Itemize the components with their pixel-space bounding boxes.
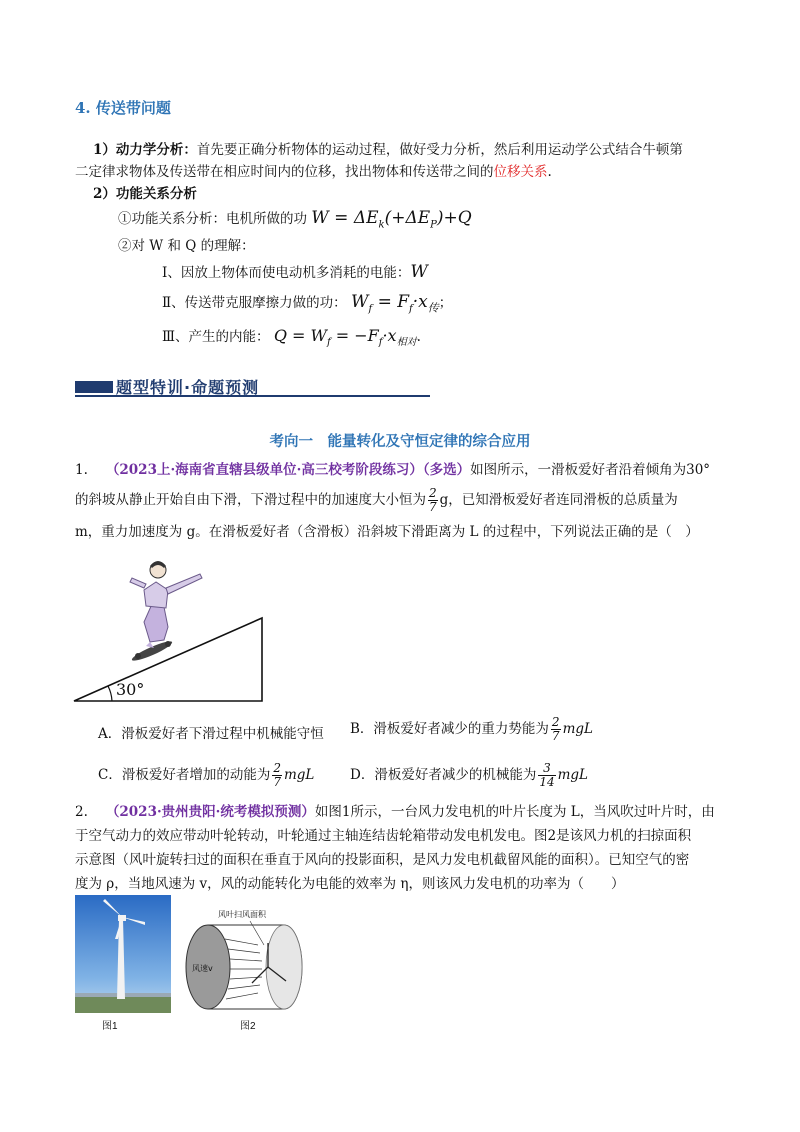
energy-item1-formula: $W = \Delta E_k(+\Delta E_P)+Q$: [311, 208, 472, 231]
q1-option-a[interactable]: A．滑板爱好者下滑过程中机械能守恒: [98, 726, 324, 742]
q1-number: 1.: [75, 462, 88, 478]
skateboarder-figure: [130, 561, 202, 664]
swept-area-label: 风叶扫风面积: [218, 910, 266, 919]
q2-source: （2023·贵州贵阳·统考模拟预测）: [105, 804, 315, 820]
section-title: 4. 传送带问题: [75, 99, 171, 117]
topic-heading: 考向一 能量转化及守恒定律的综合应用: [269, 434, 531, 450]
q1-option-b[interactable]: B．滑板爱好者减少的重力势能为 $\frac{2}{7}$ mgL: [350, 715, 593, 743]
roman-item1-text: Ⅰ、因放上物体而使电动机多消耗的电能：: [162, 265, 411, 281]
energy-item1: [118, 208, 472, 235]
q2-text1: 如图1所示，一台风力发电机的叶片长度为 L，当风吹过叶片时，由: [314, 804, 715, 820]
q1-option-c[interactable]: C．滑板爱好者增加的动能为 $\frac{2}{7}$ mgL: [98, 761, 315, 789]
energy-item2: ②对 W 和 Q 的理解：: [118, 238, 255, 254]
q2-line2: 于空气动力的效应带动叶轮转动，叶轮通过主轴连结齿轮箱带动发电机发电。图2是该风力机的扫掠面积: [75, 828, 692, 844]
wind-turbine-photo: [75, 895, 171, 1013]
dynamics-highlight: 位移关系: [493, 164, 548, 180]
q1-text2a: 的斜坡从静止开始自由下滑，下滑过程中的加速度大小恒为: [75, 492, 426, 508]
wind-speed-label: 风速v: [192, 964, 213, 973]
roman-item2-text: Ⅱ、传送带克服摩擦力做的功：: [162, 295, 347, 311]
angle-label: 30°: [116, 680, 145, 699]
q1-line2: [75, 487, 678, 514]
dynamics-text-b: 二定律求物体及传送带在相应时间内的位移，找出物体和传送带之间的: [75, 164, 494, 180]
roman-item3-text: Ⅲ、产生的内能：: [162, 329, 270, 345]
q1-line3: m，重力加速度为 g。在滑板爱好者（含滑板）沿斜坡下滑距离为 L 的过程中，下列说法正确的是（ ）: [75, 524, 699, 540]
roman-item3-formula: $Q = W_f = -F_f\cdot x_{相对}$: [273, 326, 417, 349]
q2-line1: [75, 802, 715, 822]
incline-figure: [72, 552, 272, 706]
q1-line1: [75, 460, 710, 480]
fig2-caption: 图2: [240, 1021, 256, 1032]
energy-item1-text: ①功能关系分析：电机所做的功: [118, 211, 307, 227]
q1-option-d[interactable]: D．滑板爱好者减少的机械能为 $\frac{3}{14}$ mgL: [350, 761, 589, 789]
energy-label: 2）功能关系分析: [93, 186, 197, 202]
roman-item2-formula: $W_f = F_f\cdot x_传$: [350, 292, 439, 315]
q1-text2b: g，已知滑板爱好者连同滑板的总质量为: [439, 492, 678, 508]
q1-fraction: $\frac{2}{7}$: [429, 486, 437, 514]
swept-area-diagram: [180, 905, 310, 1015]
roman-item2: Ⅱ、传送带克服摩擦力做的功： $W_f = F_f\cdot x_传$；: [162, 292, 453, 315]
incline-triangle: [74, 618, 262, 701]
q1-text1: 如图所示，一滑板爱好者沿着倾角为30°: [470, 462, 711, 478]
fig1-caption: 图1: [102, 1021, 118, 1032]
roman-item3: Ⅲ、产生的内能： $Q = W_f = -F_f\cdot x_{相对}$.: [162, 326, 421, 349]
q2-number: 2.: [75, 804, 88, 820]
dynamics-label: 1）动力学分析：: [93, 142, 197, 158]
roman-item1-formula: W: [410, 262, 428, 282]
dynamics-end: .: [547, 164, 552, 180]
banner-title: 题型特训·命题预测: [116, 378, 260, 397]
roman-item1: [162, 262, 428, 283]
q2-line3: 示意图（风叶旋转扫过的面积在垂直于风向的投影面积，是风力发电机截留风能的面积）。已知空气的密: [75, 852, 690, 868]
dynamics-paragraph-line2: [75, 162, 552, 182]
banner-block: [75, 381, 113, 393]
q1-source: （2023上·海南省直辖县级单位·高三校考阶段练习）（多选）: [105, 462, 471, 478]
dynamics-text-a: 首先要正确分析物体的运动过程，做好受力分析，然后利用运动学公式结合牛顿第: [196, 142, 683, 158]
q2-line4: 度为 ρ，当地风速为 v，风的动能转化为电能的效率为 η，则该风力发电机的功率为（ ）: [75, 876, 625, 892]
dynamics-paragraph-line1: [93, 140, 683, 160]
